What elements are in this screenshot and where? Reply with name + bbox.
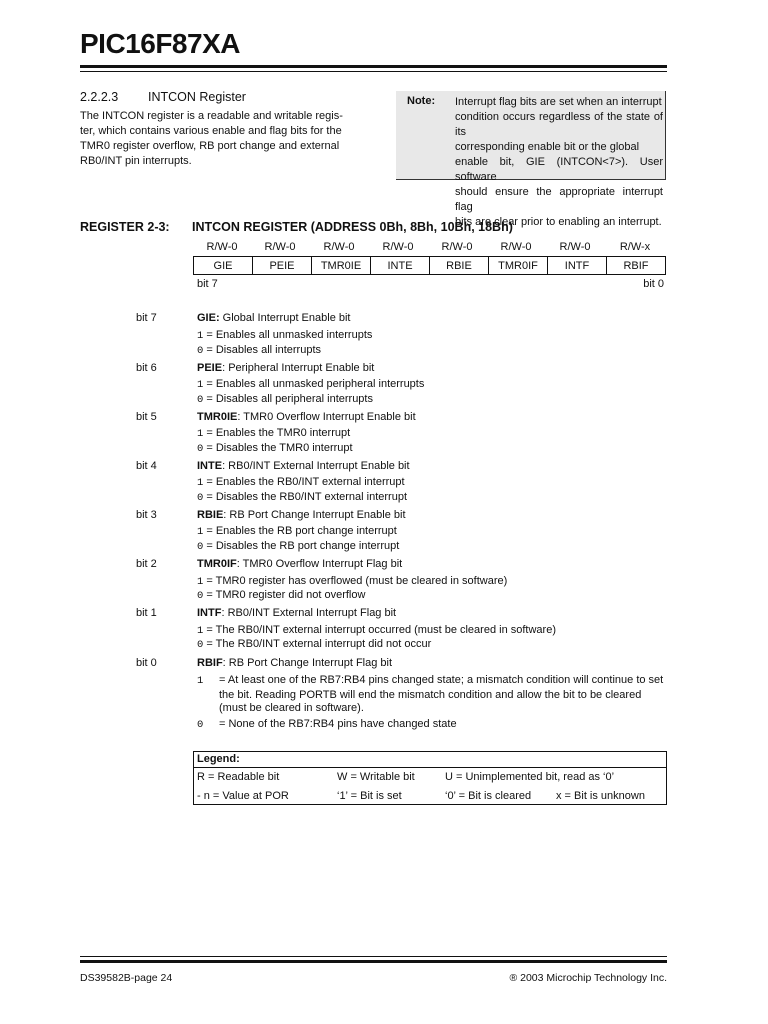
- section-intro: [80, 109, 355, 169]
- legend-divider: [193, 767, 667, 768]
- bit-name: RBIE: [197, 509, 224, 521]
- bit-desc: : Peripheral Interrupt Enable bit: [222, 362, 375, 374]
- legend-item: W = Writable bit: [337, 771, 415, 783]
- bit-number: bit 7: [136, 312, 157, 324]
- option-code: 1: [197, 526, 204, 538]
- note-label: Note:: [407, 95, 436, 107]
- option-text: = Enables all unmasked peripheral interrupts: [203, 378, 425, 390]
- option-text: = Enables the RB0/INT external interrupt: [203, 476, 405, 488]
- intro-line: TMR0 register overflow, RB port change and external: [80, 140, 340, 152]
- bit-access-1: R/W-0: [559, 241, 591, 253]
- bit-access-5: R/W-0: [323, 241, 355, 253]
- section-title: INTCON Register: [148, 90, 246, 104]
- bit-desc: : TMR0 Overflow Interrupt Enable bit: [237, 411, 416, 423]
- register-title: INTCON REGISTER (ADDRESS 0Bh, 8Bh, 10Bh, 18Bh): [192, 220, 513, 234]
- option-text: = The RB0/INT external interrupt occurred (must be cleared in software): [203, 624, 556, 636]
- bit-access-2: R/W-0: [500, 241, 532, 253]
- bit-name: INTF: [197, 607, 222, 619]
- header-rule-thin: [80, 71, 667, 72]
- intro-line: ter, which contains various enable and flag bits for the: [80, 125, 342, 137]
- option-code: 0: [197, 443, 204, 455]
- option-code: 1: [197, 379, 204, 391]
- footer-page-id: DS39582B-page 24: [80, 972, 173, 984]
- option-text: = Disables all peripheral interrupts: [203, 393, 373, 405]
- bit-number: bit 1: [136, 607, 157, 619]
- option-code: 0: [197, 394, 204, 406]
- option-code: 0: [197, 492, 204, 504]
- option-text: = Disables the RB0/INT external interrupt: [203, 491, 408, 503]
- option-text: = Disables the TMR0 interrupt: [203, 442, 353, 454]
- bit-option: [197, 540, 399, 553]
- bit-number: bit 2: [136, 558, 157, 570]
- lsb-label: bit 0: [643, 278, 664, 290]
- bit-desc: : RB0/INT External Interrupt Enable bit: [222, 460, 410, 472]
- bit-cell-tmr0if: TMR0IF: [489, 257, 548, 275]
- bit-desc: : RB Port Change Interrupt Enable bit: [223, 509, 406, 521]
- bit-access-3: R/W-0: [441, 241, 473, 253]
- note-line: enable bit, GIE (INTCON<7>). User software: [455, 156, 663, 183]
- option-code: 0: [197, 541, 204, 553]
- option-code: 0: [197, 639, 204, 651]
- option-code: 1: [197, 675, 204, 687]
- bit-description-heading: [197, 460, 410, 472]
- legend-title: Legend:: [197, 753, 240, 765]
- legend-item: U = Unimplemented bit, read as ‘0’: [445, 771, 615, 783]
- option-code: 0: [197, 718, 204, 731]
- option-text: = The RB0/INT external interrupt did not occur: [203, 638, 432, 650]
- bit-name: RBIF: [197, 657, 223, 669]
- note-line: should ensure the appropriate interrupt flag: [455, 186, 663, 213]
- legend-item: R = Readable bit: [197, 771, 280, 783]
- bit-access-4: R/W-0: [382, 241, 414, 253]
- bit-option: [197, 624, 556, 637]
- legend-item: - n = Value at POR: [197, 790, 289, 802]
- register-label: REGISTER 2-3:: [80, 220, 170, 234]
- option-continuation: (must be cleared in software).: [219, 702, 364, 714]
- bit-name: PEIE: [197, 362, 223, 374]
- option-code: 1: [197, 330, 204, 342]
- option-text: = None of the RB7:RB4 pins have changed state: [219, 717, 457, 730]
- option-code: 1: [197, 625, 204, 637]
- bit-name: GIE:: [197, 312, 220, 324]
- register-bit-table: [193, 256, 666, 275]
- option-text: = TMR0 register did not overflow: [203, 589, 366, 601]
- bit-cell-gie: GIE: [194, 257, 253, 275]
- option-text: = Enables the RB port change interrupt: [203, 525, 397, 537]
- bit-number: bit 4: [136, 460, 157, 472]
- bit-name: INTE: [197, 460, 223, 472]
- bit-option: [197, 329, 372, 342]
- document-header-title: PIC16F87XA: [80, 28, 240, 59]
- option-continuation: the bit. Reading PORTB will end the mismatch condition and allow the bit to be cleared: [219, 688, 642, 701]
- option-text: = Disables all interrupts: [203, 344, 322, 356]
- legend-item: ‘1’ = Bit is set: [337, 790, 402, 802]
- bit-description-heading: [197, 657, 392, 669]
- bit-description-heading: [197, 558, 402, 570]
- option-code: 0: [197, 590, 204, 602]
- bit-name: TMR0IE: [197, 411, 238, 423]
- bit-option: [197, 442, 353, 455]
- legend-item: ‘0’ = Bit is cleared: [445, 790, 532, 802]
- bit-option: [197, 525, 397, 538]
- bit-cell-rbif: RBIF: [607, 257, 666, 275]
- bit-option: [197, 393, 373, 406]
- option-line: [197, 674, 667, 689]
- bit-option: [197, 575, 507, 588]
- option-code: 1: [197, 477, 204, 489]
- option-text: = Disables the RB port change interrupt: [203, 540, 400, 552]
- bit-desc: : RB Port Change Interrupt Flag bit: [222, 657, 393, 669]
- option-code: 0: [197, 345, 204, 357]
- bit-number: bit 3: [136, 509, 157, 521]
- bit-cell-tmr0ie: TMR0IE: [312, 257, 371, 275]
- footer-copyright: ® 2003 Microchip Technology Inc.: [509, 972, 667, 984]
- note-line: Interrupt flag bits are set when an interrupt: [455, 96, 662, 108]
- bit-description-heading: [197, 607, 396, 619]
- legend-item: x = Bit is unknown: [556, 790, 645, 802]
- bit-option: [197, 378, 424, 391]
- note-line: condition occurs regardless of the state of its: [455, 111, 663, 138]
- bit-description-heading: [197, 509, 406, 521]
- intro-line: The INTCON register is a readable and writable regis-: [80, 110, 343, 122]
- header-rule-thick: [80, 65, 667, 68]
- bit-access-7: R/W-0: [206, 241, 238, 253]
- bit-option: [197, 344, 321, 357]
- bit-description-heading: [197, 312, 350, 324]
- section-number: 2.2.2.3: [80, 90, 119, 104]
- msb-label: bit 7: [197, 278, 218, 290]
- note-line: corresponding enable bit or the global: [455, 141, 640, 153]
- bit-option: [197, 427, 350, 440]
- bit-cell-inte: INTE: [371, 257, 430, 275]
- bit-option: [197, 476, 405, 489]
- option-code: 1: [197, 576, 204, 588]
- option-text: = At least one of the RB7:RB4 pins changed state; a mismatch condition will continue to set: [219, 674, 664, 686]
- bit-access-6: R/W-0: [264, 241, 296, 253]
- bit-description-heading: [197, 411, 416, 423]
- bit-cell-peie: PEIE: [253, 257, 312, 275]
- option-code: 1: [197, 428, 204, 440]
- option-line: [197, 718, 667, 733]
- bit-name: TMR0IF: [197, 558, 237, 570]
- bit-desc: : TMR0 Overflow Interrupt Flag bit: [236, 558, 403, 570]
- bit-access-0: R/W-x: [619, 241, 651, 253]
- note-line: bits are clear prior to enabling an interrupt.: [455, 216, 662, 228]
- bit-number: bit 0: [136, 657, 157, 669]
- bit-option-long: [197, 674, 667, 732]
- intro-line: RB0/INT pin interrupts.: [80, 155, 192, 167]
- bit-number: bit 6: [136, 362, 157, 374]
- bit-cell-intf: INTF: [548, 257, 607, 275]
- bit-description-heading: [197, 362, 374, 374]
- bit-cell-rbie: RBIE: [430, 257, 489, 275]
- bit-number: bit 5: [136, 411, 157, 423]
- bit-desc: Global Interrupt Enable bit: [219, 312, 351, 324]
- footer-rule-thin: [80, 956, 667, 957]
- bit-option: [197, 638, 431, 651]
- bit-desc: : RB0/INT External Interrupt Flag bit: [221, 607, 397, 619]
- note-text: [455, 95, 663, 230]
- footer-rule-thick: [80, 960, 667, 963]
- option-text: = Enables all unmasked interrupts: [203, 329, 373, 341]
- option-text: = TMR0 register has overflowed (must be cleared in software): [203, 575, 508, 587]
- bit-option: [197, 491, 407, 504]
- option-text: = Enables the TMR0 interrupt: [203, 427, 351, 439]
- bit-option: [197, 589, 365, 602]
